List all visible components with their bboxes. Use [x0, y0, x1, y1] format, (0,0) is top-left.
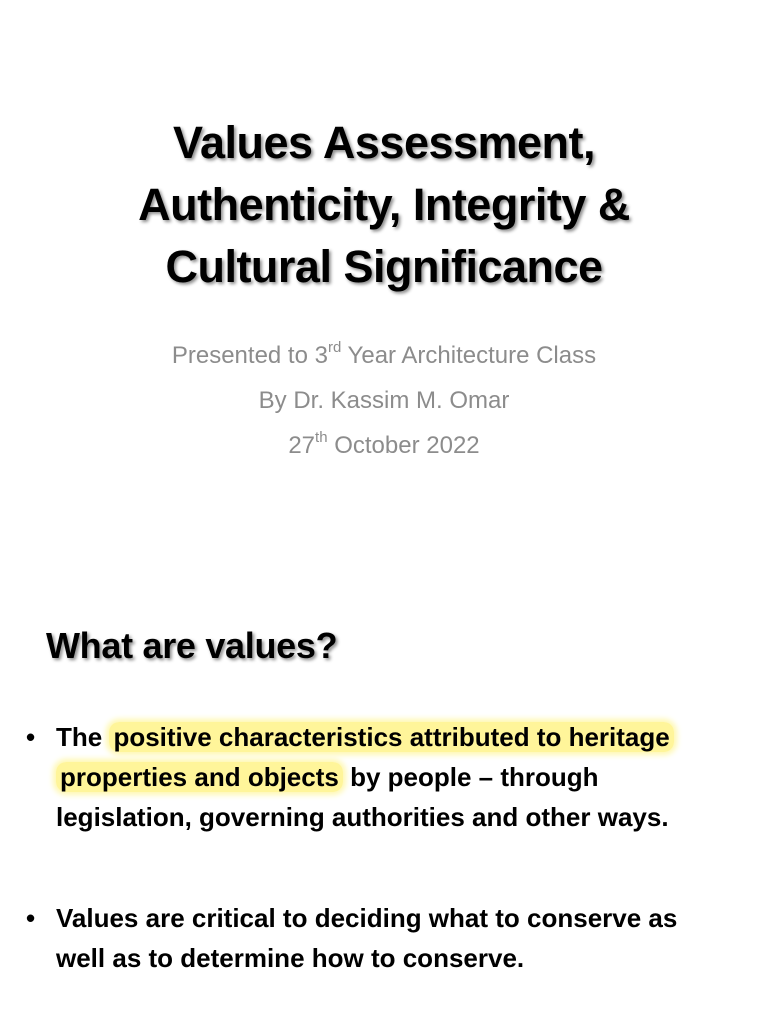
title-line: Values Assessment, [172, 117, 596, 168]
bullet-line [56, 757, 756, 797]
ordinal-suffix: rd [327, 339, 342, 356]
title-line: Authenticity, Integrity & [138, 179, 630, 230]
bullet-line: well as to determine how to conserve. [56, 943, 525, 973]
bullet-icon: • [26, 903, 36, 933]
slide-title [40, 112, 728, 298]
slide-heading: What are values? [46, 625, 338, 666]
bullet-text-span: by people – through [342, 762, 599, 792]
subtitle-text: Year Architecture Class [341, 342, 597, 369]
highlighted-text: positive characteristics attributed to heritage [109, 722, 673, 752]
bullet-text [56, 898, 756, 978]
bullet-line [56, 717, 756, 757]
presentation-date-line [40, 423, 728, 468]
subtitle-text: 27 [288, 432, 316, 459]
presenter-name-line: By Dr. Kassim M. Omar [258, 387, 510, 414]
title-line: Cultural Significance [165, 241, 603, 292]
subtitle-text: Presented to 3 [171, 342, 328, 369]
bullet-text [56, 717, 756, 837]
bullet-icon: • [26, 722, 36, 752]
highlighted-text: properties and objects [56, 762, 343, 792]
presenter-audience-line [40, 333, 728, 378]
bullet-text-span: The [56, 722, 110, 752]
bullet-line: Values are critical to deciding what to conserve as [56, 903, 678, 933]
ordinal-suffix: th [315, 429, 328, 446]
slide-subtitle [40, 333, 728, 468]
content-slide [0, 576, 768, 1024]
subtitle-text: October 2022 [327, 432, 480, 459]
bullet-line: legislation, governing authorities and other ways. [56, 802, 669, 832]
